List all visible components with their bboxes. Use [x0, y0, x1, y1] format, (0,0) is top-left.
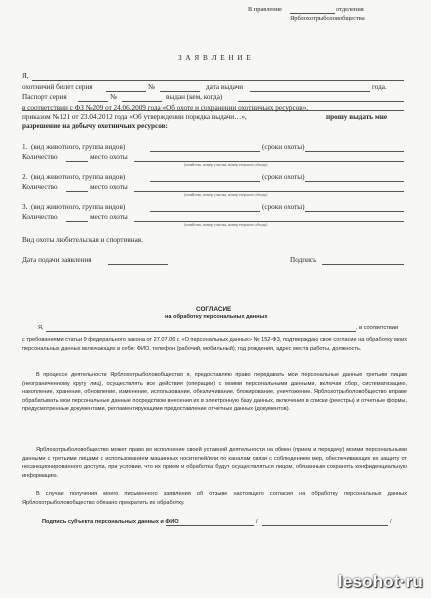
- item-2-qty-line: [66, 191, 88, 192]
- consent-i-suffix: , в соответствии: [356, 325, 399, 331]
- consent-paragraph-3: Ярблохотрыболовобщество может право во исполнение своей уставной деятельности на обмен (прием и передачу) моими персональными данными с третьими лицами с использованием машинных носителей/или по каналам связи с соблюдением мер, обеспечивающих их защиту от несанкционированного доступа, при условии, что их прием и обработка будут осуществляться лицом, обязанным сохранять конфиденциальную информацию.: [22, 447, 407, 479]
- ticket-series-line: [106, 91, 146, 92]
- date-line: [108, 264, 168, 265]
- item-1-place: место охоты: [90, 153, 128, 161]
- item-2-number: 2.: [22, 173, 28, 181]
- item-1-hint: (хозяйство, номер участка, номер егерского обхода): [184, 163, 268, 167]
- signature-label: Подпись: [290, 256, 317, 264]
- item-2-place: место охоты: [90, 183, 128, 191]
- consent-subtitle: на обработку персональных данных: [165, 314, 268, 320]
- item-1-number: 1.: [22, 143, 28, 151]
- issue-date-label: дата выдачи: [206, 83, 244, 91]
- issued-label: выдан (кем, когда): [166, 93, 223, 101]
- item-1-species-line: [150, 151, 260, 152]
- item-3-species: (вид животного, группа видов): [31, 203, 126, 211]
- item-3-qty: Количество: [22, 213, 58, 221]
- header-blank-line: [290, 13, 335, 14]
- header-org: Ярблохотрыболовобщества: [290, 15, 365, 22]
- item-1-terms: (сроки охоты): [262, 143, 305, 151]
- applicant-label: Я,: [22, 72, 29, 80]
- item-3-hint: (хозяйство, номер участка, номер егерского обхода): [184, 223, 268, 227]
- consent-sign-slash-2: /: [390, 519, 392, 525]
- signature-line: [322, 264, 404, 265]
- site-watermark: lesohot·ru: [337, 572, 423, 591]
- issued-line: [238, 101, 404, 102]
- law-text-1: в соответствии с ФЗ №209 от 24.06.2009 года «Об охоте и сохранении охотничьих ресурсов»,: [22, 104, 309, 112]
- consent-sign-line-2: [262, 525, 388, 526]
- law-text-2: приказом №121 от 23.04.2012 года «Об утверждении порядка выдачи…»,: [22, 113, 247, 121]
- item-1-qty-line: [66, 161, 88, 162]
- passport-number-label: №: [110, 93, 117, 101]
- item-1-qty: Количество: [22, 153, 58, 161]
- item-2-species-line: [150, 181, 260, 182]
- consent-paragraph-1: с требованиями статьи 9 федерального закона от 27.07.06 г. «О персональных данных» № 152-ФЗ, подтверждаю свое согласие на обработку моих персональных данных включающих в себя: ФИО, телефон (рабочий, мобильный), год рождения, адрес места работы, должность.: [22, 337, 407, 352]
- request-bold-2: разрешение на добычу охотничьих ресурсов:: [22, 122, 168, 130]
- consent-title: СОГЛАСИЕ: [196, 306, 232, 313]
- item-3-place-line: [134, 221, 404, 222]
- issue-date-line: [250, 91, 370, 92]
- header-to-suffix: отделения: [336, 6, 364, 13]
- consent-sign-line-1: [166, 525, 254, 526]
- year-label: года.: [372, 83, 387, 91]
- consent-sign-label: Подпись субъекта персональных данных и ФИО: [42, 519, 179, 525]
- header-to-prefix: В правление: [248, 6, 282, 13]
- applicant-name-line: [32, 80, 404, 81]
- request-bold: прошу выдать мне: [326, 113, 388, 121]
- passport-label: Паспорт серия: [22, 93, 67, 101]
- ticket-number-label: №: [148, 83, 155, 91]
- item-2-hint: (хозяйство, номер участка, номер егерского обхода): [184, 193, 268, 197]
- hunt-type: Вид охоты любительская и спортивная.: [22, 236, 143, 244]
- consent-sign-slash-1: /: [256, 519, 258, 525]
- consent-name-line: [46, 331, 356, 332]
- application-title: З А Я В Л Е Н И Е: [178, 54, 252, 62]
- item-1-place-line: [134, 161, 404, 162]
- item-3-terms-line: [305, 211, 404, 212]
- item-3-terms: (сроки охоты): [262, 203, 305, 211]
- item-1-species: (вид животного, группа видов): [31, 143, 126, 151]
- item-2-qty: Количество: [22, 183, 58, 191]
- ticket-label: охотничий билет серия: [22, 83, 93, 91]
- item-2-place-line: [134, 191, 404, 192]
- date-label: Дата подачи заявления: [22, 256, 92, 264]
- passport-series-line: [78, 101, 108, 102]
- item-3-species-line: [150, 211, 260, 212]
- item-2-species: (вид животного, группа видов): [31, 173, 126, 181]
- consent-i-label: Я,: [38, 325, 44, 331]
- item-2-terms-line: [305, 181, 404, 182]
- ticket-number-line: [160, 91, 200, 92]
- item-1-terms-line: [305, 151, 404, 152]
- item-3-qty-line: [66, 221, 88, 222]
- consent-paragraph-2: В процессе деятельности Ярблохотрыболовобщество я, предоставляю право передавать мои персональные данные третьим лицам (неограниченному кругу лиц), осуществлять все действия (операции) с моими персональными данными, включая сбор, систематизацию, накопление, хранение, обновление, изменение, использование, обезличивание, блокирование, уничтожение. Ярблохотрыболовобщество вправе обрабатывать мои персональные данные посредством внесения их в электронную базу данных, включения в списки (реестры) и отчетные формы, предусмотренные документами, регламентирующими предоставление отчетных данных (документов).: [22, 372, 407, 413]
- item-2-terms: (сроки охоты): [262, 173, 305, 181]
- item-3-number: 3.: [22, 203, 28, 211]
- passport-number-line: [122, 101, 162, 102]
- item-3-place: место охоты: [90, 213, 128, 221]
- consent-paragraph-4: В случае получения моего письменного заявления об отзыве настоящего согласия на обработку персональных данных Ярблохотрыболовобщество обязано прекратить их обработку.: [22, 491, 407, 506]
